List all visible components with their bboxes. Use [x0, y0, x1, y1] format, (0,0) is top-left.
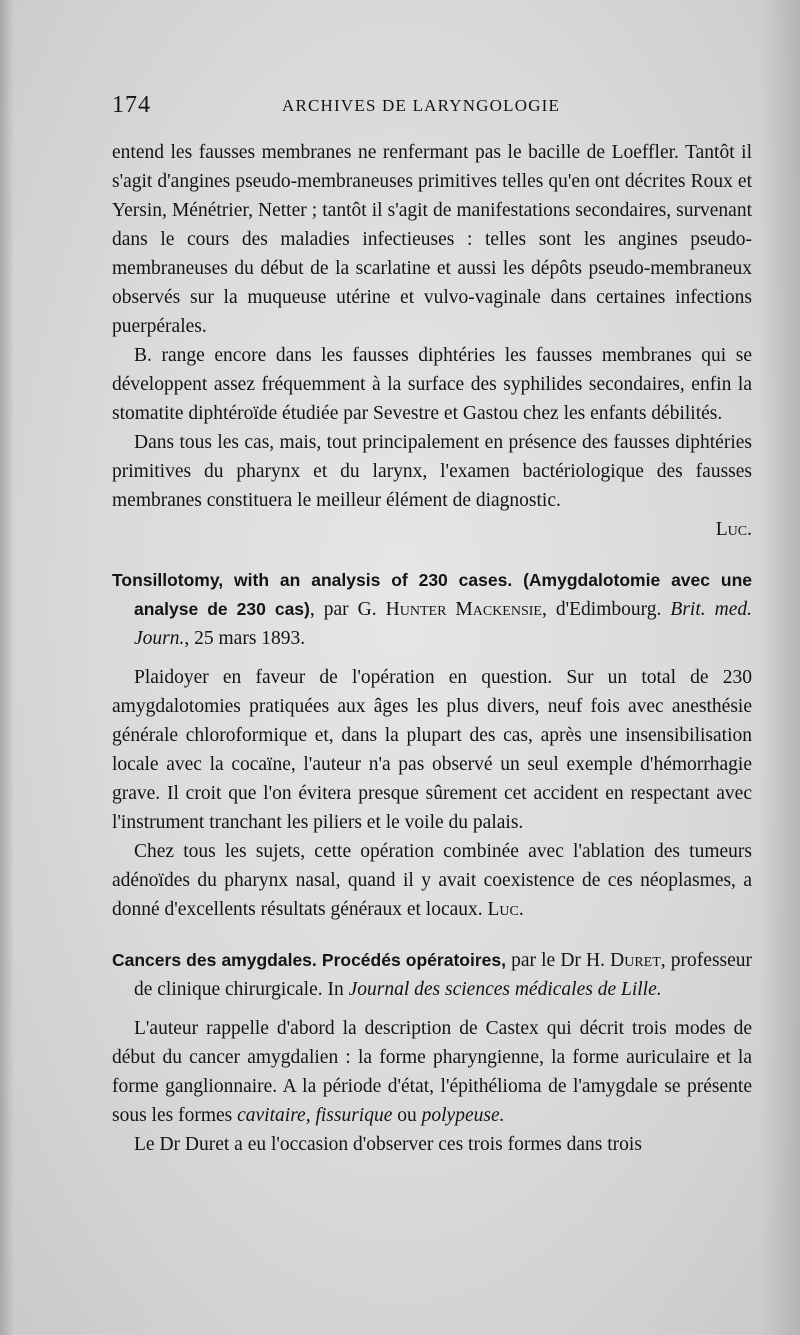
notice-heading-cancers: [112, 946, 752, 1004]
source-journal: Journal des sciences médicales de Lille.: [348, 979, 662, 1000]
notice-title: Tonsillotomy, with an analysis of 230 cases. (Amygdalotomie avec une analyse de 230 cas): [112, 570, 752, 619]
journal-title: ARCHIVES DE LARYNGOLOGIE: [282, 96, 561, 115]
paragraph: Dans tous les cas, mais, tout principalement en présence des fausses diphtéries primitives du pharynx et du larynx, l'examen bactériologique des fausses membranes constituera le meilleur élément de diagnostic.: [112, 432, 752, 511]
form-name: polypeuse.: [421, 1105, 505, 1126]
paragraph: [112, 1014, 752, 1130]
page-text: [112, 138, 752, 1159]
author-affiliation: , professeur de clinique chirurgicale. In: [134, 950, 753, 1000]
source-journal: Brit. med. Journ.: [134, 599, 753, 649]
author-place: , d'Edimbourg.: [541, 599, 662, 620]
notice-heading-tonsillotomy: [112, 566, 752, 653]
author-name: Hunter Mackensie: [385, 599, 542, 620]
form-names: cavitaire, fissurique: [237, 1105, 393, 1126]
paragraph: Le Dr Duret a eu l'occasion d'observer ces trois formes dans trois: [134, 1134, 642, 1155]
page-number: 174: [112, 92, 151, 118]
paragraph-text: ou: [392, 1105, 422, 1126]
author-name: Duret: [610, 950, 661, 971]
byline-prefix: , par G.: [309, 599, 377, 620]
paragraph: Plaidoyer en faveur de l'opération en question. Sur un total de 230 amygdalotomies pratiquées aux âges les plus divers, neuf fois avec anesthésie générale chloroformique et, dans la plupart des cas, après une insensibilisation locale avec la cocaïne, l'auteur n'a pas observé un seul exemple d'hémorrhagie grave. Il croit que l'on évitera presque sûrement cet accident en respectant avec l'instrument tranchant les piliers et le voile du palais.: [112, 667, 752, 833]
signature: Luc.: [487, 899, 524, 920]
byline-prefix: par le Dr H.: [505, 950, 606, 971]
paragraph-text: Chez tous les sujets, cette opération combinée avec l'ablation des tumeurs adénoïdes du pharynx nasal, quand il y avait coexistence de ces néoplasmes, a donné d'excellents résultats généraux et locaux.: [112, 841, 752, 920]
source-date: , 25 mars 1893.: [184, 628, 306, 649]
paragraph: B. range encore dans les fausses diphtéries les fausses membranes qui se développent assez fréquemment à la surface des syphilides secondaires, enfin la stomatite diphtéroïde étudiée par Sevestre et Gastou chez les enfants débilités.: [112, 345, 752, 424]
running-head: [112, 92, 752, 122]
paragraph: entend les fausses membranes ne renfermant pas le bacille de Loeffler. Tantôt il s'agit d'angines pseudo-membraneuses primitives telles qu'en ont décrites Roux et Yersin, Ménétrier, Netter ; tantôt il s'agit de manifestations secondaires, survenant dans le cours des maladies infectieuses : telles sont les angines pseudo-membraneuses du début de la scarlatine et aussi les dépôts pseudo-membraneux observés sur la muqueuse utérine et vulvo-vaginale dans certaines infections puerpérales.: [112, 142, 752, 337]
notice-title: Cancers des amygdales. Procédés opératoires,: [112, 950, 506, 970]
paragraph-with-signature: [112, 837, 752, 924]
paragraph-text: L'auteur rappelle d'abord la description de Castex qui décrit trois modes de début du cancer amygdalien : la forme pharyngienne, la forme auriculaire et la forme ganglionnaire. A la période d'état, l'épithélioma de l'amygdale se présente sous les formes: [112, 1018, 752, 1126]
signature: Luc.: [715, 519, 752, 540]
